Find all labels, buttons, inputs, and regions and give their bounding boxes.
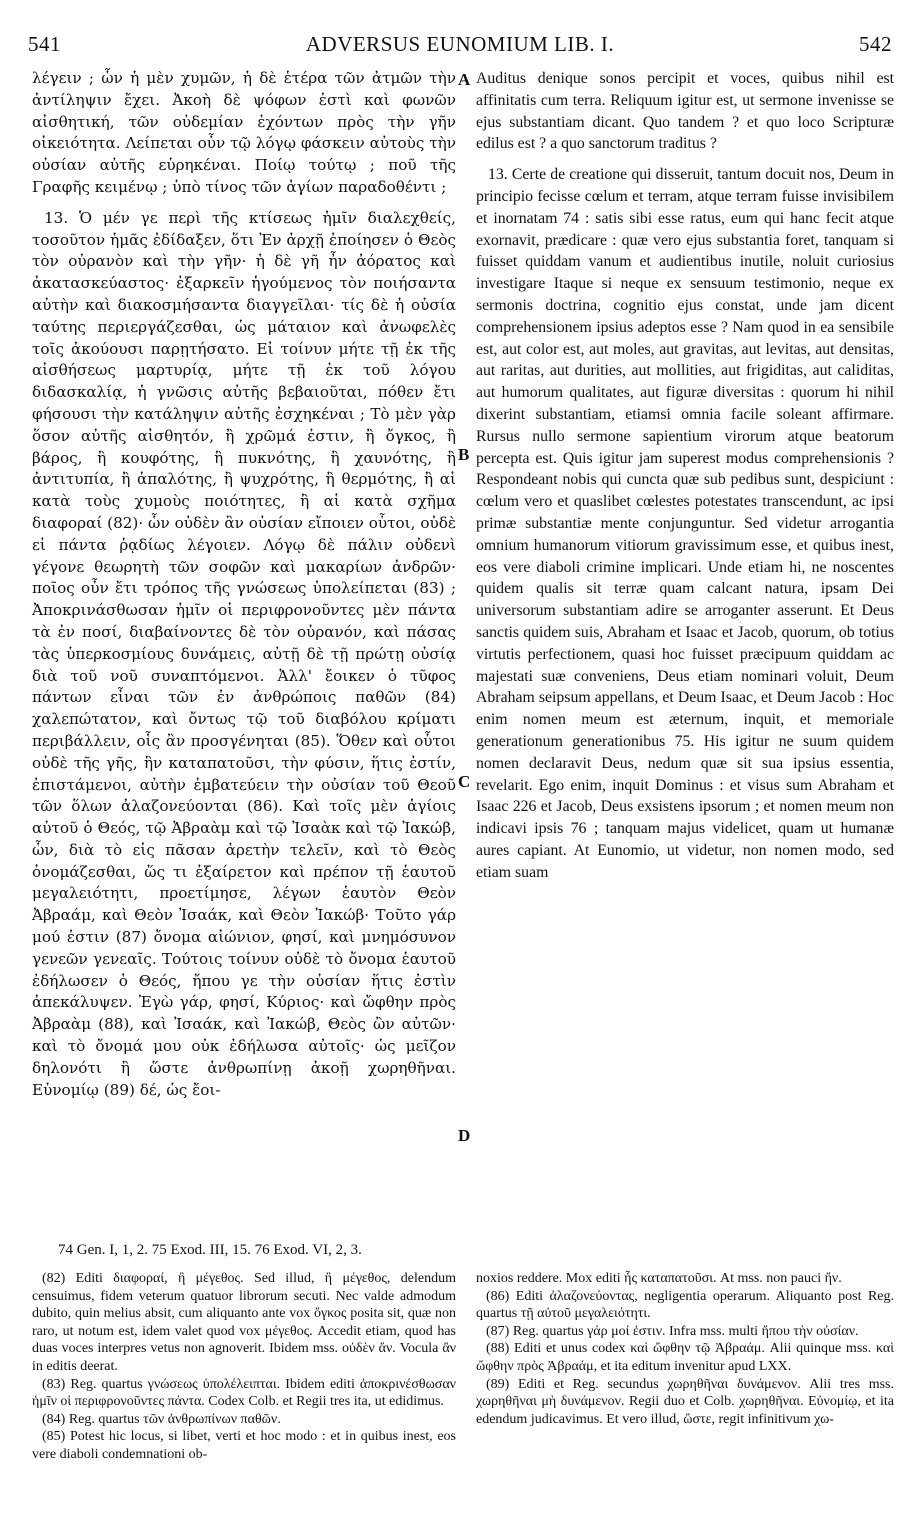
- page-number-right: 542: [859, 32, 892, 56]
- latin-column: [476, 68, 894, 883]
- greek-paragraph-1: λέγειν ; ὧν ἡ μὲν χυμῶν, ἡ δὲ ἑτέρα τῶν ἀτμῶν τὴν ἀντίληψιν ἔχει. Ἀκοὴ δὲ ψόφων ἐστὶ καὶ φωνῶν αἰσθητική, τῶν οὐδεμίαν ἐχόντων πρὸς τὴν γῆν οἰκειότητα. Λείπεται οὖν τῷ λόγῳ φάσκειν αὐτοὺς τὴν οὐσίαν αὐτῆς εὑρηκέναι. Ποίῳ τούτῳ ; ποῦ τῆς Γραφῆς κειμένῳ ; ὑπὸ τίνος τῶν ἁγίων παραδοθέντι ;: [32, 69, 456, 196]
- footnote-88: (88) Editi et unus codex καὶ ὤφθην τῷ Ἀβραάμ. Alii quinque mss. καὶ ὤφθην πρὸς Ἀβραάμ, et ita editum invenitur apud LXX.: [476, 1341, 894, 1374]
- footnote-87: (87) Reg. quartus γάρ μοί ἐστιν. Infra mss. multi ἤπου τὴν οὐσίαν.: [486, 1323, 859, 1339]
- page-header: [28, 32, 892, 58]
- latin-paragraph-13: 13. Certe de creatione qui disseruit, tantum docuit nos, Deum in principio fecisse cœlum et terram, atque terram fuisse invisibilem et inornatam 74 : satis sibi esse ratus, eum qui hanc fecit atque exornavit, prædicare : quæ vero ejus substantia foret, tanquam si fuisset quiddam vanum et audientibus inutile, noluit curiosius investigare Itaque si neque ex sensuum testimonio, neque ex sermonis doctrina, cognitio ejus constat, unde jam dicent comprehensionem ipsius adeptos esse ? Nam quod in ea sensibile est, aut color est, aut moles, aut gravitas, aut levitas, aut densitas, aut raritas, aut durities, aut mollities, aut frigiditas, aut caliditas, aut humorum qualitates, aut figuræ diversitas : quorum hi nihil dixerint substantiam, etiamsi omnia facile soleant affirmare. Rursus nullo sermone sapientium virorum atque beatorum percepta est. Quis igitur jam superest modus comprehensionis ? Respondeant nobis qui cuncta quæ sub pedibus sunt, despiciunt : cœlum vero et quaslibet cœlestes potestates transcendunt, ac ipsi primæ substantiæ mente conjunguntur. Sed videtur arrogantia omnium humanorum vitiorum gravissimum esse, et quibus inest, eos vere diaboli crimine implicari. Unde etiam hi, ne noscentes quidem qualis sit terræ quam calcant natura, ipsam Dei universorum substantiam adire se arroganter asserunt. Et Deus sanctis quidem suis, Abraham et Isaac et Jacob, quorum, ob totius virtutis perfectionem, quasi hoc fuisset præcipuum quiddam ac majestati suæ conveniens, Deus etiam nominari voluit, Deum Abraham seipsum appellans, et Deum Isaac, et Deum Jacob : Hoc enim nomen meum est æternum, inquit, et memoriale generationum generationibus 75. His igitur ne suum quidem nomen declaravit Deus, nedum quæ sit sua ipsius essentia, revelarit. Ego enim, inquit Dominus : et visus sum Abraham et Isaac 226 et Jacob, Deus exsistens ipsorum ; et nomen meum non indicavi ipsis 76 ; tanquam majus videlicet, quam ut humanæ aures capiant. At Eunomio, ut videtur, non nomen modo, sed etiam suam: [476, 166, 894, 881]
- margin-letter-b: B: [458, 445, 470, 464]
- scripture-references: 74 Gen. I, 1, 2. 75 Exod. III, 15. 76 Exod. VI, 2, 3.: [58, 1242, 362, 1258]
- margin-letter-a: A: [458, 70, 471, 89]
- footnote-85-continued: noxios reddere. Mox editi ἧς καταπατοῦσι. At mss. non pauci ἥν.: [476, 1271, 842, 1286]
- footnote-89: (89) Editi et Reg. secundus χωρηθῆναι δυνάμενον. Alii tres mss. χωρηθῆναι μὴ δυνάμενον. Regii duo et Colb. χωρηθῆναι. Εὐνομίῳ, et ita edendum judicavimus. Et vero illud, ὥστε, regit infinitivum χω-: [476, 1376, 894, 1427]
- running-title: ADVERSUS EUNOMIUM LIB. I.: [305, 32, 615, 56]
- footnotes-right: [476, 1270, 894, 1428]
- margin-letter-d: D: [458, 1126, 471, 1145]
- footnote-85: (85) Potest hic locus, si libet, verti et hoc modo : et in quibus inest, eos vere diaboli condemnationi ob-: [32, 1429, 456, 1462]
- footnote-86: (86) Editi ἀλαζονεύοντας, negligentia operarum. Aliquanto post Reg. quartus τῇ αὐτοῦ μεγαλειότητι.: [476, 1288, 894, 1322]
- page-number-left: 541: [28, 32, 61, 56]
- margin-letter-c: C: [458, 772, 471, 791]
- greek-paragraph-13: 13. Ὁ μέν γε περὶ τῆς κτίσεως ἡμῖν διαλεχθείς, τοσοῦτον ἡμᾶς ἐδίδαξεν, ὅτι Ἐν ἀρχῇ ἐποίησεν ὁ Θεὸς τὸν οὐρανὸν καὶ τὴν γῆν· ἡ δὲ γῆ ἦν ἀόρατος καὶ ἀκατασκεύαστος· ἐξαρκεῖν ἡγούμενος τὸν ποιήσαντα αὐτὴν καὶ διακοσμήσαντα διαγγεῖλαι· τίς δὲ ἡ οὐσία ταύτης περιεργάζεσθαι, ὡς μάταιον καὶ ἀνωφελὲς τοῖς ἀκούουσι παρῃτήσατο. Εἰ τοίνυν μήτε τῇ ἐκ τῆς αἰσθήσεως μαρτυρίᾳ, μήτε τῇ ἐκ τοῦ λόγου διδασκαλίᾳ, ἡ γνῶσις αὐτῆς βεβαιοῦται, πόθεν ἔτι φήσουσι τὴν κατάληψιν αὐτῆς ἐσχηκέναι ; Τὸ μὲν γὰρ ὅσον αὐτῆς αἰσθητόν, ἢ χρῶμά ἐστιν, ἢ ὄγκος, ἢ βάρος, ἢ κουφότης, ἢ πυκνότης, ἢ χαυνότης, ἢ ἀντιτυπία, ἢ ἁπαλότης, ἢ ψυχρότης, ἢ θερμότης, ἢ αἱ κατὰ τοὺς χυμοὺς ποιότητες, ἢ αἱ κατὰ σχῆμα διαφοραί (82)· ὧν οὐδὲν ἂν οὐσίαν εἴποιεν οὗτοι, οὐδὲ εἰ πάντα ῥᾳδίως λέγοιεν. Λόγῳ δὲ πάλιν οὐδενὶ γέγονε θεωρητὴ τῶν σοφῶν καὶ μακαρίων ἀνδρῶν· ποῖος οὖν ἔτι τρόπος τῆς γνώσεως ὑπολείπεται (83) ; Ἀποκρινάσθωσαν ἡμῖν οἱ περιφρονοῦντες μὲν πάντα τὰ ἐν ποσί, διαβαίνοντες δὲ τὸν οὐρανόν, καὶ πάσας τὰς ὑπερκοσμίους δυνάμεις, αὐτῇ δὲ τῇ πρώτῃ οὐσίᾳ διὰ τοῦ νοῦ συναπτόμενοι. Ἀλλ' ἔοικεν ὁ τῦφος πάντων εἶναι τῶν ἐν ἀνθρώποις παθῶν (84) χαλεπώτατον, καὶ ὄντως τῷ τοῦ διαβόλου κρίματι περιβάλλειν, οἷς ἂν προσγένηται (85). Ὅθεν καὶ οὗτοι οὐδὲ τῆς γῆς, ἣν καταπατοῦσι, τὴν φύσιν, ἥτις ἐστίν, ἐπιστάμενοι, αὐτὴν ἐμβατεύειν τὴν οὐσίαν τοῦ Θεοῦ τῶν ὅλων ἀλαζονεύονται (86). Καὶ τοῖς μὲν ἁγίοις αὐτοῦ ὁ Θεός, τῷ Ἀβραὰμ καὶ τῷ Ἰσαὰκ καὶ τῷ Ἰακώβ, ὧν, διὰ τὸ εἰς πᾶσαν ἀρετὴν τελεῖν, καὶ τὸ Θεὸς ὀνομάζεσθαι, ὥς τι ἐξαίρετον καὶ πρέπον τῇ ἑαυτοῦ μεγαλειότητι, προετίμησε, λέγων ἑαυτὸν Θεὸν Ἀβραάμ, καὶ Θεὸν Ἰσαάκ, καὶ Θεὸν Ἰακώβ· Τοῦτο γάρ μού ἐστιν (87) ὄνομα αἰώνιον, φησί, καὶ μνημόσυνον γενεῶν γενεαῖς. Τούτοις τοίνυν οὐδὲ τὸ ὄνομα ἑαυτοῦ ἐδήλωσεν ὁ Θεός, ἤπου γε τὴν οὐσίαν ἥτις ἐστὶν ἀπεκάλυψεν. Ἐγὼ γάρ, φησί, Κύριος· καὶ ὤφθην πρὸς Ἀβραὰμ (88), καὶ Ἰσαάκ, καὶ Ἰακώβ, Θεὸς ὢν αὐτῶν· καὶ τὸ ὄνομά μου οὐκ ἐδήλωσα αὐτοῖς· ὡς μεῖζον δηλονότι ἢ ὥστε ἀνθρωπίνῃ ἀκοῇ χωρηθῆναι. Εὐνομίῳ (89) δέ, ὡς ἔοι-: [32, 208, 456, 1099]
- footnote-84: (84) Reg. quartus τῶν ἀνθρωπίνων παθῶν.: [42, 1411, 281, 1427]
- footnotes-left: [32, 1270, 456, 1464]
- footnote-82: (82) Editi διαφοραί, ἢ μέγεθος. Sed illud, ἢ μέγεθος, delendum censuimus, fidem veterum quatuor librorum secuti. Nec valde admodum dubito, quin melius absit, cum aliquanto ante vox ὄγκος posita sit, quæ non raro, ut notum est, idem valet quod vox μέγεθος. Accedit etiam, quod has duas voces interpres vetus non agnoverit. Ibidem mss. οὐδὲν ἄν. Vocula ἂν in editis deerat.: [32, 1271, 456, 1374]
- footnote-83: (83) Reg. quartus γνώσεως ὑπολέλειπται. Ibidem editi ἀποκρινέσθωσαν ἡμῖν οἱ περιφρονοῦντες πάντα. Codex Colb. et Regii tres ita, ut edidimus.: [32, 1376, 456, 1410]
- greek-column: [32, 68, 456, 1101]
- latin-paragraph-1: Auditus denique sonos percipit et voces, quibus nihil est affinitatis cum terra. Reliquum igitur est, ut sermone invenisse se ejus substantiam dicant. Quo tandem ? et quo loco Scripturæ edilus est ? a quo sanctorum traditus ?: [476, 70, 894, 153]
